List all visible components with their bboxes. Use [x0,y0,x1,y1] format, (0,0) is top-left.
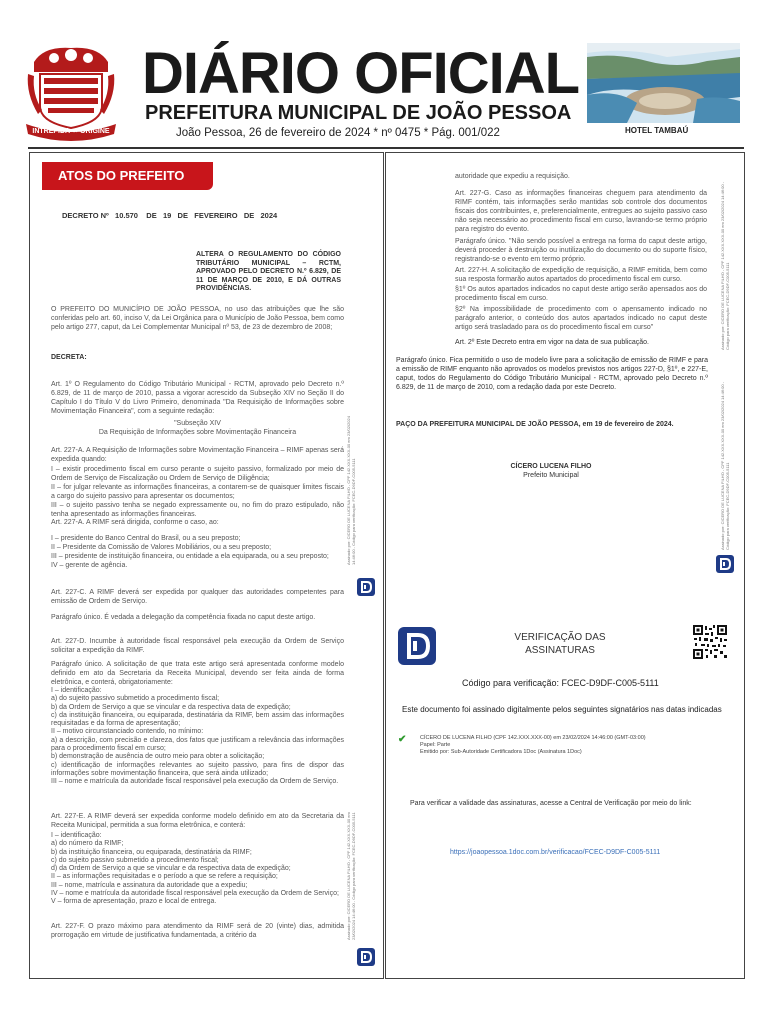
verification-signer [420,735,646,756]
decree-art227d-paragraph: Parágrafo único. A solicitação de que trata este artigo será apresentada conforme modelo definido em ato da Secretaria da Receita Municipal, devendo ser feita ainda de forma eletrônica, e conterá, obrigatoriamente: [51,661,344,686]
1doc-badge-icon [357,948,375,966]
1doc-badge-icon [357,578,375,596]
crest-motto: INTREPIDA ☙ ORIGINE [32,128,110,135]
decree-art227f: Art. 227-F. O prazo máximo para atendimento da RIMF será de 20 (vinte) dias, admitida prorrogação em virtude de justificativa fundamentada, a critério da [51,923,344,939]
signer-detail: Papel: Parte [420,742,451,748]
decree-signer-role: Prefeito Municipal [523,472,579,479]
newspaper-subtitle: PREFEITURA MUNICIPAL DE JOÃO PESSOA [145,102,572,124]
decree-ementa: ALTERA O REGULAMENTO DO CÓDIGO TRIBUTÁRIO MUNICIPAL – RCTM, APROVADO PELO DECRETO N.º 6.829, DE 11 DE MARÇO DE 2010, E DÁ OUTRAS PROVIDÊNCIAS. [196,251,341,292]
decree-art227e: Art. 227-E. A RIMF deverá ser expedida conforme modelo definido em ato da Secretaria da Receita Municipal, permitida a sua forma eletrônica, e conterá: [51,813,344,829]
verification-code: Código para verificação: FCEC-D9DF-C005-5111 [462,678,659,688]
decree-art227b-items: I – presidente do Banco Central do Brasil, ou a seu preposto; II – Presidente da Comissão de Valores Mobiliários, ou a seu preposto; III – presidente de instituição financeira, ou entidade a ela equiparada, ou a seu preposto; IV – gerente de agência. [51,535,329,569]
verification-link[interactable]: https://joaopessoa.1doc.com.br/verificacao/FCEC-D9DF-C005-5111 [450,849,661,856]
signature-side-strip: Assinado por: CICERO DE LUCENA FILHO - CPF 142.XXX.XXX-00 em 23/02/2024 14:46:00 - Código para verificação: FCEC-D9DF-C005-5111 [720,381,730,550]
decree-art227d: Art. 227-D. Incumbe à autoridade fiscal responsável pela execução da Ordem de Serviço solicitar a expedição da RIMF. [51,638,344,654]
verification-qr-code[interactable] [692,624,728,660]
verification-statement: Este documento foi assinado digitalmente pelos seguintes signatários nas datas indicadas [402,705,722,714]
section-label: ATOS DO PREFEITO [58,168,185,183]
decree-preamble: O PREFEITO DO MUNICÍPIO DE JOÃO PESSOA, no uso das atribuições que lhe são conferidas pelo art. 60, inciso V, da Lei Orgânica para o Município de João Pessoa, bem como pelo artigo 277, caput, da Lei Complementar Municipal nº 53, de 23 de dezembro de 2008; [51,306,344,331]
signature-side-strip: Assinado por: CICERO DE LUCENA FILHO - CPF 142.XXX.XXX-00 em 23/02/2024 14:46:00 - Código para verificação: FCEC-D9DF-C005-5111 [346,812,356,940]
decree-art227h-p1: §1º Os autos apartados indicados no caput deste artigo serão apensados aos do procedimento fiscal em curso. [455,286,707,302]
1doc-badge-icon [716,555,734,573]
header-rule [28,147,744,149]
decree-heading: DECRETO Nº 10.570 DE 19 DE FEVEREIRO DE 2024 [62,211,278,220]
issue-dateline: João Pessoa, 26 de fevereiro de 2024 * nº 0475 * Pág. 001/022 [176,127,500,139]
decree-art227h: Art. 227-H. A solicitação de expedição de requisição, a RIMF emitida, bem como sua resposta formarão autos apartados do procedimento fiscal em curso. [455,267,707,283]
decree-art227g: Art. 227-G. Caso as informações financeiras cheguem para atendimento da RIMF contém, tais informações serão mantidas sob controle dos documentos fiscais dos contribuintes, e, preferencialmente, entregues ao sujeito passivo caso não seja necessário ao procedimento fiscal em curso, lavrando-se termo próprio para registro do evento. [455,190,707,233]
decree-art227g-paragraph: Parágrafo único. "Não sendo possível a entrega na forma do caput deste artigo, deverá proceder à destruição ou inutilização do documento ou do suporte físico, registrando-se o evento em termo próprio. [455,238,707,263]
verification-instructions: Para verificar a validade das assinaturas, acesse a Central de Verificação por meio do link: [410,800,692,807]
signer-line: CÍCERO DE LUCENA FILHO (CPF 142.XXX.XXX-00) em 23/02/2024 14:46:00 (GMT-03:00) [420,735,646,741]
section-banner [42,162,213,190]
hotel-caption: HOTEL TAMBAÚ [625,126,689,135]
decree-art227a: Art. 227-A. A Requisição de Informações sobre Movimentação Financeira – RIMF apenas será expedida quando: [51,447,344,463]
decree-art227e-items: I – identificação: a) do número da RIMF; b) da instituição financeira, ou equiparada, destinatária da RIMF; c) do sujeito passivo submetido a procedimento fiscal; d) da Ordem de Serviço a que se vincular e da respectiva data de expedição; II – as informações requisitadas e o período a que se refere a requisição; III – nome, matrícula e assinatura da autoridade que a expediu; IV – nome e matrícula da autoridade fiscal responsável pela execução da Ordem de Serviço; V – forma de apresentação, prazo e local de entrega. [51,832,339,906]
1doc-logo-icon [398,627,436,665]
decree-right-top: autoridade que expediu a requisição. [455,173,570,180]
municipal-coat-of-arms-logo [24,44,118,140]
decree-paragrafo-unico: Parágrafo único. Fica permitido o uso de modelo livre para a solicitação de emissão de RIMF e para a emissão de RIMF enquanto não aprovados os modelos previstos nos artigos 227-D, §1º, e 227-E, caput, todos do Regulamento do Código Tributário Municipal - RCTM, aprovado pelo Decreto n.º 6.829, de 11 de março de 2010, com a redação dada por este Decreto. [396,357,708,391]
decree-signer-name: CÍCERO LUCENA FILHO [510,463,592,470]
decree-art227b: Art. 227-A. A RIMF será dirigida, conforme o caso, ao: [51,519,219,526]
decree-art227a-items: I – existir procedimento fiscal em curso perante o sujeito passivo, formalizado por meio de Ordem de Serviço de Fiscalização ou Ordem de Serviço de Diligência; II – for julgar relevante as informações financeiras, a contarem-se de quaisquer limites fiscais a cargo do sujeito passivo para apresentar os documentos; III – o sujeito passivo tenha se negado expressamente ou, no fim do prazo estipulado, não tenha apresentado as informações financeiras. [51,466,344,518]
check-icon: ✔ [398,734,407,745]
newspaper-title: DIÁRIO OFICIAL [142,41,580,106]
decree-subsecao: "Subseção XIV Da Requisição de Informações sobre Movimentação Financeira [98,420,297,436]
decree-art227h-p2: §2º Na impossibilidade de procedimento com o apensamento indicado no parágrafo anterior, o conteúdo dos autos apartados indicado no caput deste artigo será trasladado para os do procedimento fiscal em curso" [455,306,707,331]
decree-art227d-items: I – identificação: a) do sujeito passivo submetido a procedimento fiscal; b) da Ordem de Serviço a que se vincular e da respectiva data de expedição; c) da instituição financeira, ou equiparada, destinatária da RIMF, bem assim das informações requisitadas e da forma de apresentação; II – motivo circunstanciado contendo, no mínimo: a) a descrição, com precisão e clareza, dos fatos que justificam a relevância das informações para o procedimento fiscal em curso; b) demonstração de ausência de outro meio para obter a solicitação; c) identificação de informações relevantes ao sujeito passivo, para fins de dispor das informações sobre movimentação financeira, que será ainda utilizado; III – nome e matrícula da autoridade fiscal responsável pela execução da Ordem de Serviço. [51,687,344,786]
decree-art227c-paragraph: Parágrafo único. É vedada a delegação da competência fixada no caput deste artigo. [51,614,316,621]
decree-art2: Art. 2º Este Decreto entra em vigor na data de sua publicação. [455,339,649,346]
hotel-tambau-photo [587,43,740,123]
signature-side-strip: Assinado por: CICERO DE LUCENA FILHO - CPF 142.XXX.XXX-00 em 23/02/2024 14:46:00 - Código para verificação: FCEC-D9DF-C005-5111 [346,416,356,565]
signer-detail: Emitido por: Sub-Autoridade Certificadora 1Doc (Assinatura 1Doc) [420,749,582,755]
verification-title: VERIFICAÇÃO DAS ASSINATURAS [514,632,606,656]
decree-paco: PAÇO DA PREFEITURA MUNICIPAL DE JOÃO PESSOA, em 19 de fevereiro de 2024. [396,421,674,428]
decree-decreta: DECRETA: [51,354,87,361]
decree-art227c: Art. 227-C. A RIMF deverá ser expedida por qualquer das autoridades competentes para emissão de Ordem de Serviço. [51,589,344,605]
signature-side-strip: Assinado por: CICERO DE LUCENA FILHO - CPF 142.XXX.XXX-00 em 23/02/2024 14:46:00 - Código para verificação: FCEC-D9DF-C005-5111 [720,181,730,350]
decree-art1: Art. 1º O Regulamento do Código Tributário Municipal - RCTM, aprovado pelo Decreto n.º 6.829, de 11 de março de 2010, passa a vigorar acrescido da Subseção XIV no Seção II do Capítulo I do Título V do Livro Primeiro, denominada "Da Requisição de Informações sobre Movimentação Financeira", com a seguinte redação: [51,381,344,415]
